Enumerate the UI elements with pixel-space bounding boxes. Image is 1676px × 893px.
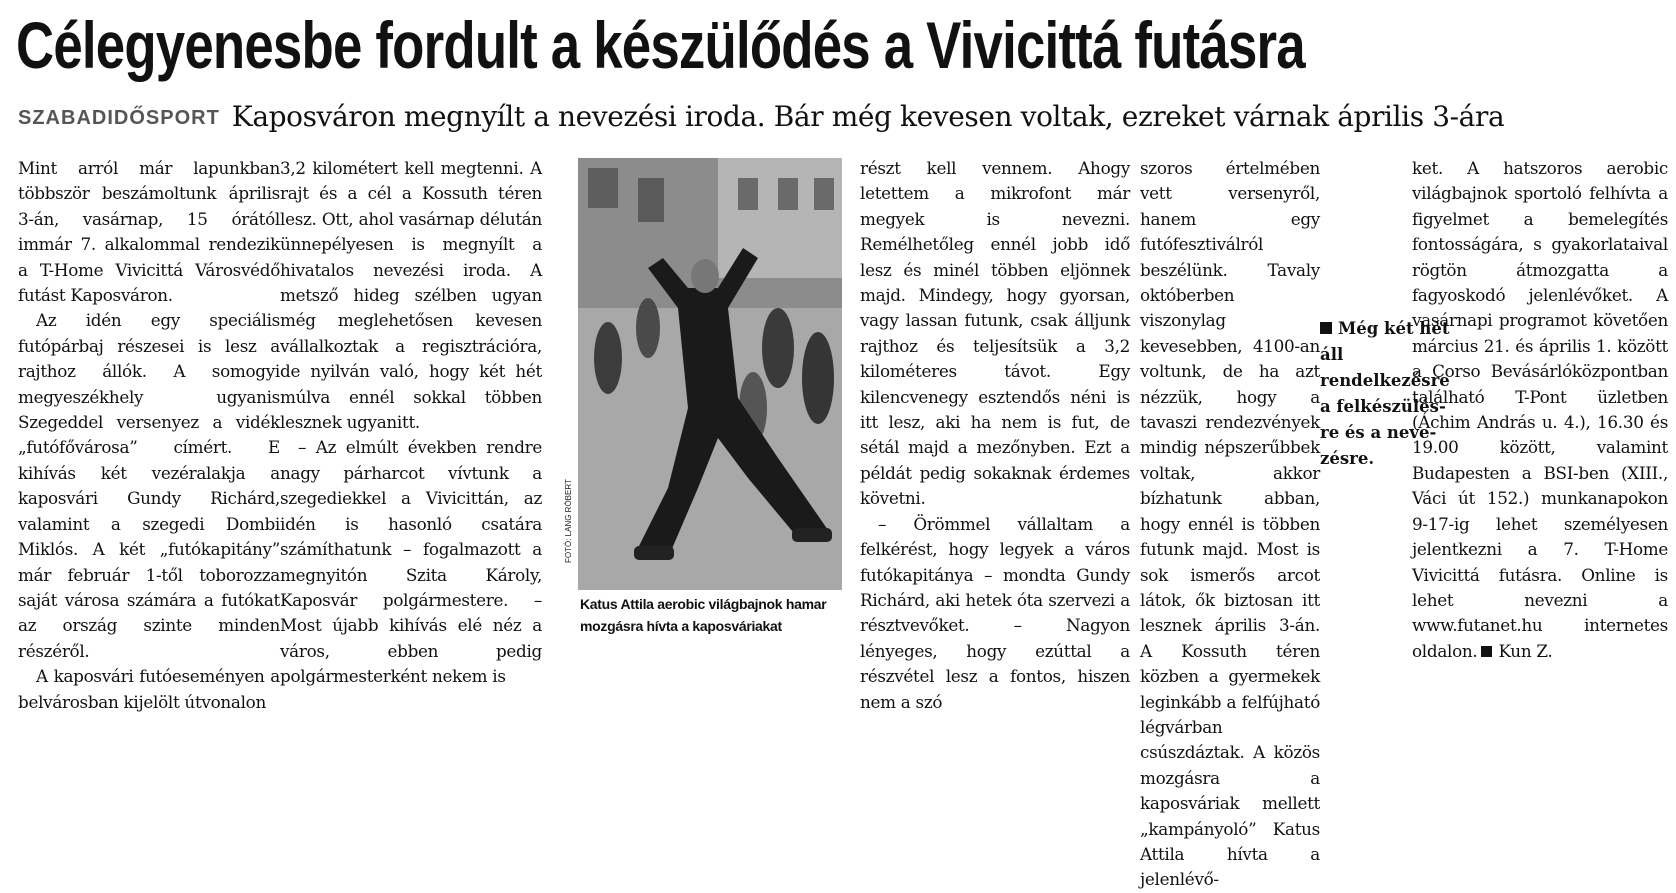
article-column-1 [18, 156, 280, 715]
paragraph: szoros értelmében vett versenyről, hanem egy futófesztiválról beszélünk. Tavaly októberben viszonylag kevesebben, 4100-an voltunk, de ha azt nézzük, hogy a tavaszi rendezvények mindig népszerűbbek voltak, akkor bízhatunk abban, hogy ennél is többen futunk majd. Most is sok ismerős arcot látok, ők biztosan itt lesznek április 3-án. A Kossuth téren közben a gyermekek leginkább a felfújható légvárban csúszdáztak. A közös mozgásra a kaposváriak mellett „kampányoló” Katus Attila hívta a jelenlévő- [1140, 158, 1320, 890]
subhead [18, 100, 1658, 133]
photo-image [578, 158, 842, 590]
section-kicker: SZABADIDŐSPORT [18, 107, 220, 129]
article-photo [578, 158, 842, 590]
pull-quote-line: Még két hét áll [1320, 319, 1450, 364]
paragraph: A kaposvári futóeseményen a belvárosban kijelölt útvonalon [18, 666, 280, 712]
pull-quote-line: re és a neve- [1320, 423, 1437, 442]
square-bullet-icon [1320, 322, 1332, 334]
photo-credit: FOTÓ: LANG RÓBERT [564, 479, 573, 563]
lead-text: Kaposváron megnyílt a nevezési iroda. Bár még kevesen voltak, ezreket várnak április 3-ára [231, 100, 1505, 133]
paragraph: – Az elmúlt években rendre nagy párharcot vívtunk a szegediekkel a Vivicittán, az idén is hasonló csatára számíthatunk – fogalmazott a megnyitón Szita Károly, Kaposvár polgármestere. – Most újabb kihívás elé néz a város, ebben pedig polgármesterként nekem is [280, 437, 542, 687]
paragraph: – Örömmel vállaltam a felkérést, hogy legyek a város futókapitánya – mondta Gundy Richárd, aki hetek óta szervezi a résztvevőket. – Nagyon lényeges, hogy ezúttal a részvétel lesz a fontos, hiszen nem a szó [860, 513, 1130, 712]
paragraph: 3,2 kilométert kell megtenni. A rajt és a cél a Kossuth téren lesz. Ott, ahol vasárnap délután ünnepélyesen is megnyílt a hivatalos nevezési iroda. A metsző hideg szélben ugyan még meglehetősen kevesen vállalkoztak a regisztrációra, de nyilván való, hogy két hét múlva ennél sokkal többen lesznek ugyanitt. [280, 158, 542, 433]
article-column-4 [860, 156, 1130, 715]
pull-quote-line: a felkészülés- [1320, 397, 1446, 416]
paragraph-text: ket. A hatszoros aerobic világbajnok sportoló felhívta a figyelmet a bemelegítés fontosságára, s gyakorlataival rögtön átmozgatta a fagyoskodó jelenlévőket. A vasárnapi programot követően március 21. és április 1. között a Corso Bevásárlóközpontban található T-Pont üzletben (Áchim András u. 4.), 16.30 és 19.00 között, valamint Budapesten a BSI-ben (XIII., Váci út 152.) munkanapokon 9-17-ig lehet személyesen jelentkezni a 7. T-Home Vivicittá futásra. Online is lehet nevezni a www.futanet.hu internetes oldalon. [1412, 158, 1668, 661]
paragraph: részt kell vennem. Ahogy letettem a mikrofont már megyek is nevezni. Remélhetőleg ennél jobb idő lesz és minél többen eljönnek majd. Mindegy, hogy gyorsan, vagy lassan futunk, csak álljunk rajthoz és teljesítsük a 3,2 kilométeres távot. Egy kilencvenegy esztendős néni is itt lesz, aki ha nem is fut, de sétál majd a mezőnyben. Ezt a példát pedig sokaknak érdemes követni. [860, 158, 1130, 509]
photo-caption: Katus Attila aerobic világbajnok hamar mozgásra hívta a kaposváriakat [580, 596, 827, 634]
author-signature: Kun Z. [1498, 640, 1553, 661]
pull-quote-line: rendelkezésre [1320, 371, 1450, 390]
paragraph: Az idén egy speciális futópárbaj részesei is lesz a rajthoz állók. A somogyi megyeszékhely ugyanis Szegeddel versenyez a vidék „futófővárosa” címért. E kihívás két vezéralakja a kaposvári Gundy Richárd, valamint a szegedi Dombi Miklós. A két „futókapitány” már február 1-től toborozza saját városa számára a futókat az ország szinte minden részéről. [18, 310, 280, 661]
article-column-6 [1412, 156, 1668, 664]
article-column-2 [280, 156, 542, 690]
headline: Célegyenesbe fordult a készülődés a Vivicittá futásra [16, 8, 1305, 82]
square-bullet-icon [1481, 646, 1492, 657]
paragraph [1412, 156, 1668, 664]
article-column-5 [1140, 156, 1406, 893]
pull-quote-line: zésre. [1320, 449, 1375, 468]
paragraph: Mint arról már lapunkban többször beszámoltunk április 3-án, vasárnap, 15 órától immár 7. alkalommal rendezik a T-Home Vivicittá Városvédő futást Kaposváron. [18, 158, 280, 306]
